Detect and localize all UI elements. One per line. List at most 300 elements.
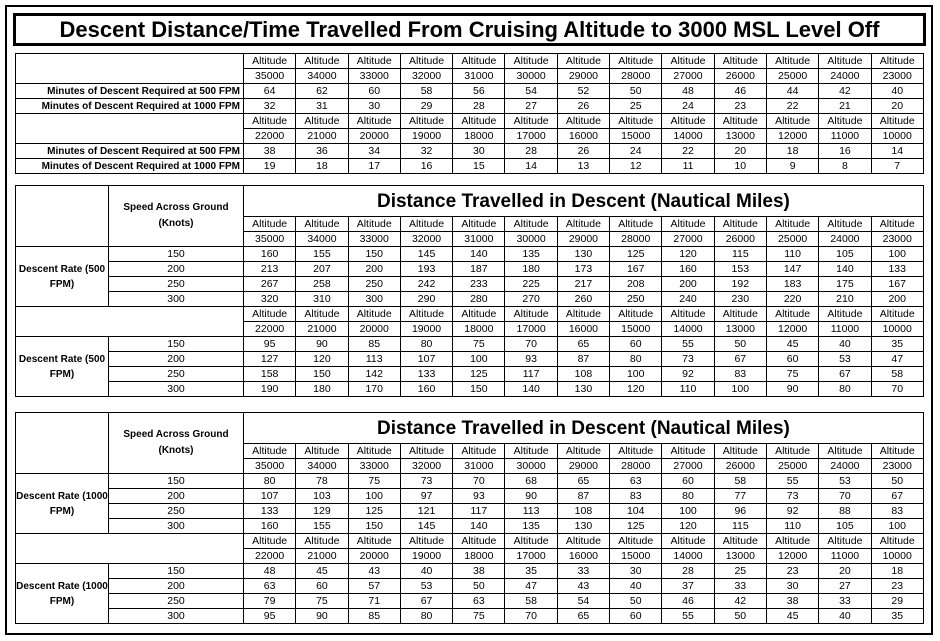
table-cell: 100 xyxy=(610,367,662,382)
altitude-value: 19000 xyxy=(400,129,452,144)
table-cell: 22 xyxy=(766,99,818,114)
table-cell: 155 xyxy=(296,519,348,534)
table-cell: 75 xyxy=(453,609,505,624)
table-cell: 68 xyxy=(505,474,557,489)
table-cell: 127 xyxy=(244,352,296,367)
table-cell: 100 xyxy=(871,519,923,534)
altitude-value: 27000 xyxy=(662,69,714,84)
table-cell: 107 xyxy=(244,489,296,504)
speed-row xyxy=(16,277,924,292)
altitude-label: Altitude xyxy=(244,444,296,459)
table-cell: 113 xyxy=(348,352,400,367)
altitude-label: Altitude xyxy=(400,534,452,549)
speed-value: 150 xyxy=(109,564,244,579)
table-cell: 140 xyxy=(819,262,871,277)
table-cell: 53 xyxy=(819,474,871,489)
descent-time-table xyxy=(15,53,924,174)
table-cell: 12 xyxy=(610,159,662,174)
table-cell: 70 xyxy=(453,474,505,489)
blank-cell xyxy=(16,114,244,144)
table-cell: 60 xyxy=(610,337,662,352)
altitude-value: 30000 xyxy=(505,232,557,247)
table-cell: 193 xyxy=(400,262,452,277)
table-cell: 87 xyxy=(557,352,609,367)
table-cell: 11 xyxy=(662,159,714,174)
table-cell: 258 xyxy=(296,277,348,292)
altitude-label: Altitude xyxy=(557,114,609,129)
table-cell: 29 xyxy=(400,99,452,114)
speed-value: 200 xyxy=(109,579,244,594)
table-cell: 115 xyxy=(714,247,766,262)
speed-value: 250 xyxy=(109,504,244,519)
table-cell: 133 xyxy=(244,504,296,519)
table-cell: 83 xyxy=(610,489,662,504)
table-cell: 43 xyxy=(557,579,609,594)
table-cell: 32 xyxy=(244,99,296,114)
speed-value: 250 xyxy=(109,277,244,292)
table-cell: 180 xyxy=(505,262,557,277)
table-cell: 67 xyxy=(871,489,923,504)
altitude-value: 11000 xyxy=(819,129,871,144)
table-cell: 290 xyxy=(400,292,452,307)
altitude-label: Altitude xyxy=(766,114,818,129)
table-cell: 60 xyxy=(296,579,348,594)
time-row-1000 xyxy=(16,99,924,114)
altitude-label: Altitude xyxy=(244,114,296,129)
table-cell: 38 xyxy=(244,144,296,159)
table-cell: 40 xyxy=(610,579,662,594)
altitude-value: 26000 xyxy=(714,69,766,84)
altitude-label: Altitude xyxy=(453,534,505,549)
table-cell: 80 xyxy=(400,609,452,624)
altitude-value: 34000 xyxy=(296,459,348,474)
table-cell: 40 xyxy=(400,564,452,579)
table-cell: 48 xyxy=(662,84,714,99)
table-cell: 160 xyxy=(662,262,714,277)
table-cell: 57 xyxy=(348,579,400,594)
speed-row xyxy=(16,609,924,624)
altitude-label: Altitude xyxy=(557,444,609,459)
altitude-label: Altitude xyxy=(662,217,714,232)
altitude-value: 35000 xyxy=(244,232,296,247)
altitude-value: 15000 xyxy=(610,322,662,337)
table-cell: 93 xyxy=(453,489,505,504)
speed-value: 300 xyxy=(109,292,244,307)
table-cell: 18 xyxy=(296,159,348,174)
altitude-value: 20000 xyxy=(348,322,400,337)
altitude-value: 34000 xyxy=(296,69,348,84)
table-cell: 80 xyxy=(819,382,871,397)
table-cell: 125 xyxy=(348,504,400,519)
table-cell: 67 xyxy=(400,594,452,609)
blank-cell xyxy=(16,534,244,564)
altitude-label: Altitude xyxy=(662,114,714,129)
table-cell: 37 xyxy=(662,579,714,594)
speed-value: 150 xyxy=(109,247,244,262)
altitude-value: 29000 xyxy=(557,232,609,247)
altitude-label: Altitude xyxy=(871,114,923,129)
altitude-value: 14000 xyxy=(662,549,714,564)
table-cell: 60 xyxy=(662,474,714,489)
speed-header: Speed Across Ground (Knots) xyxy=(109,413,244,474)
altitude-value: 30000 xyxy=(505,459,557,474)
altitude-value: 13000 xyxy=(714,129,766,144)
altitude-value: 29000 xyxy=(557,69,609,84)
table-cell: 142 xyxy=(348,367,400,382)
speed-row xyxy=(16,594,924,609)
table-cell: 14 xyxy=(871,144,923,159)
distance-heading-row xyxy=(16,186,924,217)
table-cell: 33 xyxy=(714,579,766,594)
table-cell: 270 xyxy=(505,292,557,307)
altitude-label: Altitude xyxy=(819,307,871,322)
table-cell: 27 xyxy=(819,579,871,594)
table-cell: 207 xyxy=(296,262,348,277)
table-cell: 140 xyxy=(453,247,505,262)
table-cell: 40 xyxy=(819,337,871,352)
table-cell: 45 xyxy=(766,337,818,352)
altitude-value: 10000 xyxy=(871,322,923,337)
table-cell: 7 xyxy=(871,159,923,174)
altitude-label: Altitude xyxy=(871,307,923,322)
table-cell: 110 xyxy=(766,519,818,534)
table-cell: 62 xyxy=(296,84,348,99)
table-cell: 85 xyxy=(348,337,400,352)
table-cell: 155 xyxy=(296,247,348,262)
section-heading: Distance Travelled in Descent (Nautical Miles) xyxy=(244,413,924,444)
table-cell: 26 xyxy=(557,144,609,159)
row-label-500: Minutes of Descent Required at 500 FPM xyxy=(16,84,244,99)
altitude-label: Altitude xyxy=(400,114,452,129)
table-cell: 18 xyxy=(871,564,923,579)
table-cell: 160 xyxy=(400,382,452,397)
table-cell: 220 xyxy=(766,292,818,307)
speed-row xyxy=(16,262,924,277)
altitude-label: Altitude xyxy=(453,307,505,322)
altitude-value: 21000 xyxy=(296,129,348,144)
altitude-value: 11000 xyxy=(819,549,871,564)
table-cell: 75 xyxy=(766,367,818,382)
descent-rate-label: Descent Rate (500 FPM) xyxy=(16,337,109,397)
section-heading: Distance Travelled in Descent (Nautical Miles) xyxy=(244,186,924,217)
table-cell: 43 xyxy=(348,564,400,579)
altitude-label: Altitude xyxy=(766,534,818,549)
altitude-value: 10000 xyxy=(871,549,923,564)
altitude-label: Altitude xyxy=(819,114,871,129)
table-cell: 80 xyxy=(400,337,452,352)
table-cell: 25 xyxy=(714,564,766,579)
table-cell: 31 xyxy=(296,99,348,114)
table-cell: 46 xyxy=(662,594,714,609)
table-cell: 42 xyxy=(714,594,766,609)
altitude-label: Altitude xyxy=(348,307,400,322)
altitude-value: 31000 xyxy=(453,69,505,84)
table-cell: 90 xyxy=(296,337,348,352)
altitude-label: Altitude xyxy=(400,217,452,232)
table-cell: 173 xyxy=(557,262,609,277)
blank-cell xyxy=(16,413,109,474)
table-cell: 180 xyxy=(296,382,348,397)
speed-row xyxy=(16,292,924,307)
table-cell: 21 xyxy=(819,99,871,114)
speed-value: 150 xyxy=(109,474,244,489)
altitude-value: 29000 xyxy=(557,459,609,474)
altitude-value: 18000 xyxy=(453,322,505,337)
table-cell: 17 xyxy=(348,159,400,174)
blank-cell xyxy=(16,186,109,247)
table-cell: 44 xyxy=(766,84,818,99)
table-cell: 29 xyxy=(871,594,923,609)
altitude-header-row xyxy=(16,307,924,322)
altitude-value: 21000 xyxy=(296,322,348,337)
altitude-label: Altitude xyxy=(244,307,296,322)
altitude-label: Altitude xyxy=(871,217,923,232)
table-cell: 100 xyxy=(871,247,923,262)
table-cell: 75 xyxy=(348,474,400,489)
table-cell: 117 xyxy=(453,504,505,519)
altitude-label: Altitude xyxy=(610,114,662,129)
altitude-value: 17000 xyxy=(505,549,557,564)
table-cell: 40 xyxy=(819,609,871,624)
table-cell: 46 xyxy=(714,84,766,99)
altitude-value: 12000 xyxy=(766,549,818,564)
altitude-value: 14000 xyxy=(662,322,714,337)
table-cell: 13 xyxy=(557,159,609,174)
speed-value: 150 xyxy=(109,337,244,352)
table-cell: 120 xyxy=(296,352,348,367)
speed-header: Speed Across Ground (Knots) xyxy=(109,186,244,247)
altitude-label: Altitude xyxy=(610,217,662,232)
altitude-label: Altitude xyxy=(766,54,818,69)
table-cell: 60 xyxy=(766,352,818,367)
table-cell: 18 xyxy=(766,144,818,159)
table-cell: 50 xyxy=(610,594,662,609)
altitude-label: Altitude xyxy=(610,444,662,459)
altitude-value: 12000 xyxy=(766,129,818,144)
table-cell: 67 xyxy=(819,367,871,382)
table-cell: 34 xyxy=(348,144,400,159)
table-cell: 100 xyxy=(348,489,400,504)
table-cell: 125 xyxy=(453,367,505,382)
table-cell: 133 xyxy=(871,262,923,277)
table-cell: 150 xyxy=(453,382,505,397)
altitude-label: Altitude xyxy=(557,534,609,549)
table-cell: 85 xyxy=(348,609,400,624)
table-cell: 50 xyxy=(714,609,766,624)
altitude-value: 17000 xyxy=(505,322,557,337)
altitude-value: 16000 xyxy=(557,129,609,144)
altitude-label: Altitude xyxy=(505,114,557,129)
altitude-label: Altitude xyxy=(296,444,348,459)
table-cell: 108 xyxy=(557,504,609,519)
table-cell: 90 xyxy=(766,382,818,397)
table-cell: 90 xyxy=(505,489,557,504)
table-cell: 28 xyxy=(662,564,714,579)
table-cell: 187 xyxy=(453,262,505,277)
table-cell: 100 xyxy=(662,504,714,519)
table-cell: 108 xyxy=(557,367,609,382)
altitude-label: Altitude xyxy=(557,54,609,69)
altitude-label: Altitude xyxy=(453,114,505,129)
altitude-value: 28000 xyxy=(610,232,662,247)
altitude-label: Altitude xyxy=(296,54,348,69)
table-cell: 83 xyxy=(871,504,923,519)
altitude-header-row xyxy=(16,534,924,549)
altitude-value: 26000 xyxy=(714,459,766,474)
table-cell: 65 xyxy=(557,609,609,624)
altitude-value: 11000 xyxy=(819,322,871,337)
blank-cell xyxy=(16,54,244,84)
altitude-value: 19000 xyxy=(400,322,452,337)
distance-500-table xyxy=(15,185,924,397)
altitude-value: 20000 xyxy=(348,129,400,144)
table-cell: 20 xyxy=(871,99,923,114)
table-cell: 150 xyxy=(296,367,348,382)
table-cell: 260 xyxy=(557,292,609,307)
table-cell: 129 xyxy=(296,504,348,519)
altitude-value: 16000 xyxy=(557,549,609,564)
table-cell: 28 xyxy=(505,144,557,159)
altitude-value: 35000 xyxy=(244,459,296,474)
speed-row xyxy=(16,352,924,367)
row-label-500: Minutes of Descent Required at 500 FPM xyxy=(16,144,244,159)
table-cell: 50 xyxy=(453,579,505,594)
altitude-value: 22000 xyxy=(244,322,296,337)
distance-1000-table xyxy=(15,412,924,624)
altitude-value: 25000 xyxy=(766,69,818,84)
speed-row xyxy=(16,367,924,382)
altitude-value: 35000 xyxy=(244,69,296,84)
table-cell: 58 xyxy=(505,594,557,609)
table-cell: 145 xyxy=(400,519,452,534)
table-cell: 38 xyxy=(453,564,505,579)
altitude-value: 12000 xyxy=(766,322,818,337)
speed-row xyxy=(16,382,924,397)
table-cell: 35 xyxy=(871,609,923,624)
speed-row xyxy=(16,247,924,262)
table-cell: 213 xyxy=(244,262,296,277)
table-cell: 9 xyxy=(766,159,818,174)
table-cell: 100 xyxy=(453,352,505,367)
altitude-value: 33000 xyxy=(348,232,400,247)
table-cell: 104 xyxy=(610,504,662,519)
speed-value: 200 xyxy=(109,489,244,504)
blank-cell xyxy=(16,307,244,337)
altitude-value: 17000 xyxy=(505,129,557,144)
table-cell: 150 xyxy=(348,247,400,262)
table-cell: 90 xyxy=(296,609,348,624)
table-cell: 140 xyxy=(505,382,557,397)
altitude-value: 30000 xyxy=(505,69,557,84)
table-cell: 113 xyxy=(505,504,557,519)
table-cell: 45 xyxy=(766,609,818,624)
table-cell: 77 xyxy=(714,489,766,504)
table-cell: 160 xyxy=(244,247,296,262)
table-cell: 32 xyxy=(400,144,452,159)
altitude-value: 15000 xyxy=(610,549,662,564)
table-cell: 83 xyxy=(714,367,766,382)
altitude-value: 13000 xyxy=(714,549,766,564)
altitude-label: Altitude xyxy=(453,444,505,459)
speed-value: 300 xyxy=(109,382,244,397)
table-cell: 121 xyxy=(400,504,452,519)
table-cell: 70 xyxy=(871,382,923,397)
altitude-value: 32000 xyxy=(400,459,452,474)
table-cell: 53 xyxy=(819,352,871,367)
speed-row xyxy=(16,337,924,352)
table-cell: 16 xyxy=(819,144,871,159)
row-label-1000: Minutes of Descent Required at 1000 FPM xyxy=(16,99,244,114)
table-cell: 183 xyxy=(766,277,818,292)
table-cell: 210 xyxy=(819,292,871,307)
altitude-label: Altitude xyxy=(296,307,348,322)
table-cell: 160 xyxy=(244,519,296,534)
table-cell: 38 xyxy=(766,594,818,609)
table-cell: 36 xyxy=(296,144,348,159)
table-cell: 63 xyxy=(244,579,296,594)
table-cell: 267 xyxy=(244,277,296,292)
table-cell: 93 xyxy=(505,352,557,367)
table-cell: 242 xyxy=(400,277,452,292)
table-cell: 105 xyxy=(819,519,871,534)
speed-value: 200 xyxy=(109,352,244,367)
altitude-label: Altitude xyxy=(244,54,296,69)
table-cell: 52 xyxy=(557,84,609,99)
altitude-label: Altitude xyxy=(662,444,714,459)
altitude-label: Altitude xyxy=(348,54,400,69)
altitude-label: Altitude xyxy=(714,534,766,549)
table-cell: 24 xyxy=(610,144,662,159)
table-cell: 54 xyxy=(557,594,609,609)
altitude-value: 24000 xyxy=(819,69,871,84)
altitude-value: 22000 xyxy=(244,549,296,564)
altitude-label: Altitude xyxy=(819,217,871,232)
altitude-value: 31000 xyxy=(453,232,505,247)
altitude-label: Altitude xyxy=(296,114,348,129)
speed-row xyxy=(16,579,924,594)
speed-row xyxy=(16,489,924,504)
table-cell: 56 xyxy=(453,84,505,99)
table-cell: 92 xyxy=(766,504,818,519)
altitude-label: Altitude xyxy=(610,307,662,322)
altitude-value: 14000 xyxy=(662,129,714,144)
altitude-label: Altitude xyxy=(505,307,557,322)
altitude-value: 20000 xyxy=(348,549,400,564)
altitude-value: 33000 xyxy=(348,459,400,474)
table-cell: 28 xyxy=(453,99,505,114)
table-cell: 70 xyxy=(505,609,557,624)
row-label-1000: Minutes of Descent Required at 1000 FPM xyxy=(16,159,244,174)
table-cell: 125 xyxy=(610,247,662,262)
altitude-label: Altitude xyxy=(714,114,766,129)
altitude-value: 26000 xyxy=(714,232,766,247)
table-cell: 135 xyxy=(505,519,557,534)
table-cell: 24 xyxy=(662,99,714,114)
table-cell: 15 xyxy=(453,159,505,174)
altitude-label: Altitude xyxy=(662,534,714,549)
table-cell: 27 xyxy=(505,99,557,114)
table-cell: 280 xyxy=(453,292,505,307)
distance-heading-row xyxy=(16,413,924,444)
altitude-label: Altitude xyxy=(766,217,818,232)
altitude-label: Altitude xyxy=(766,444,818,459)
table-cell: 70 xyxy=(819,489,871,504)
table-cell: 75 xyxy=(296,594,348,609)
altitude-value: 23000 xyxy=(871,459,923,474)
table-cell: 55 xyxy=(662,609,714,624)
altitude-value: 23000 xyxy=(871,69,923,84)
altitude-label: Altitude xyxy=(714,54,766,69)
